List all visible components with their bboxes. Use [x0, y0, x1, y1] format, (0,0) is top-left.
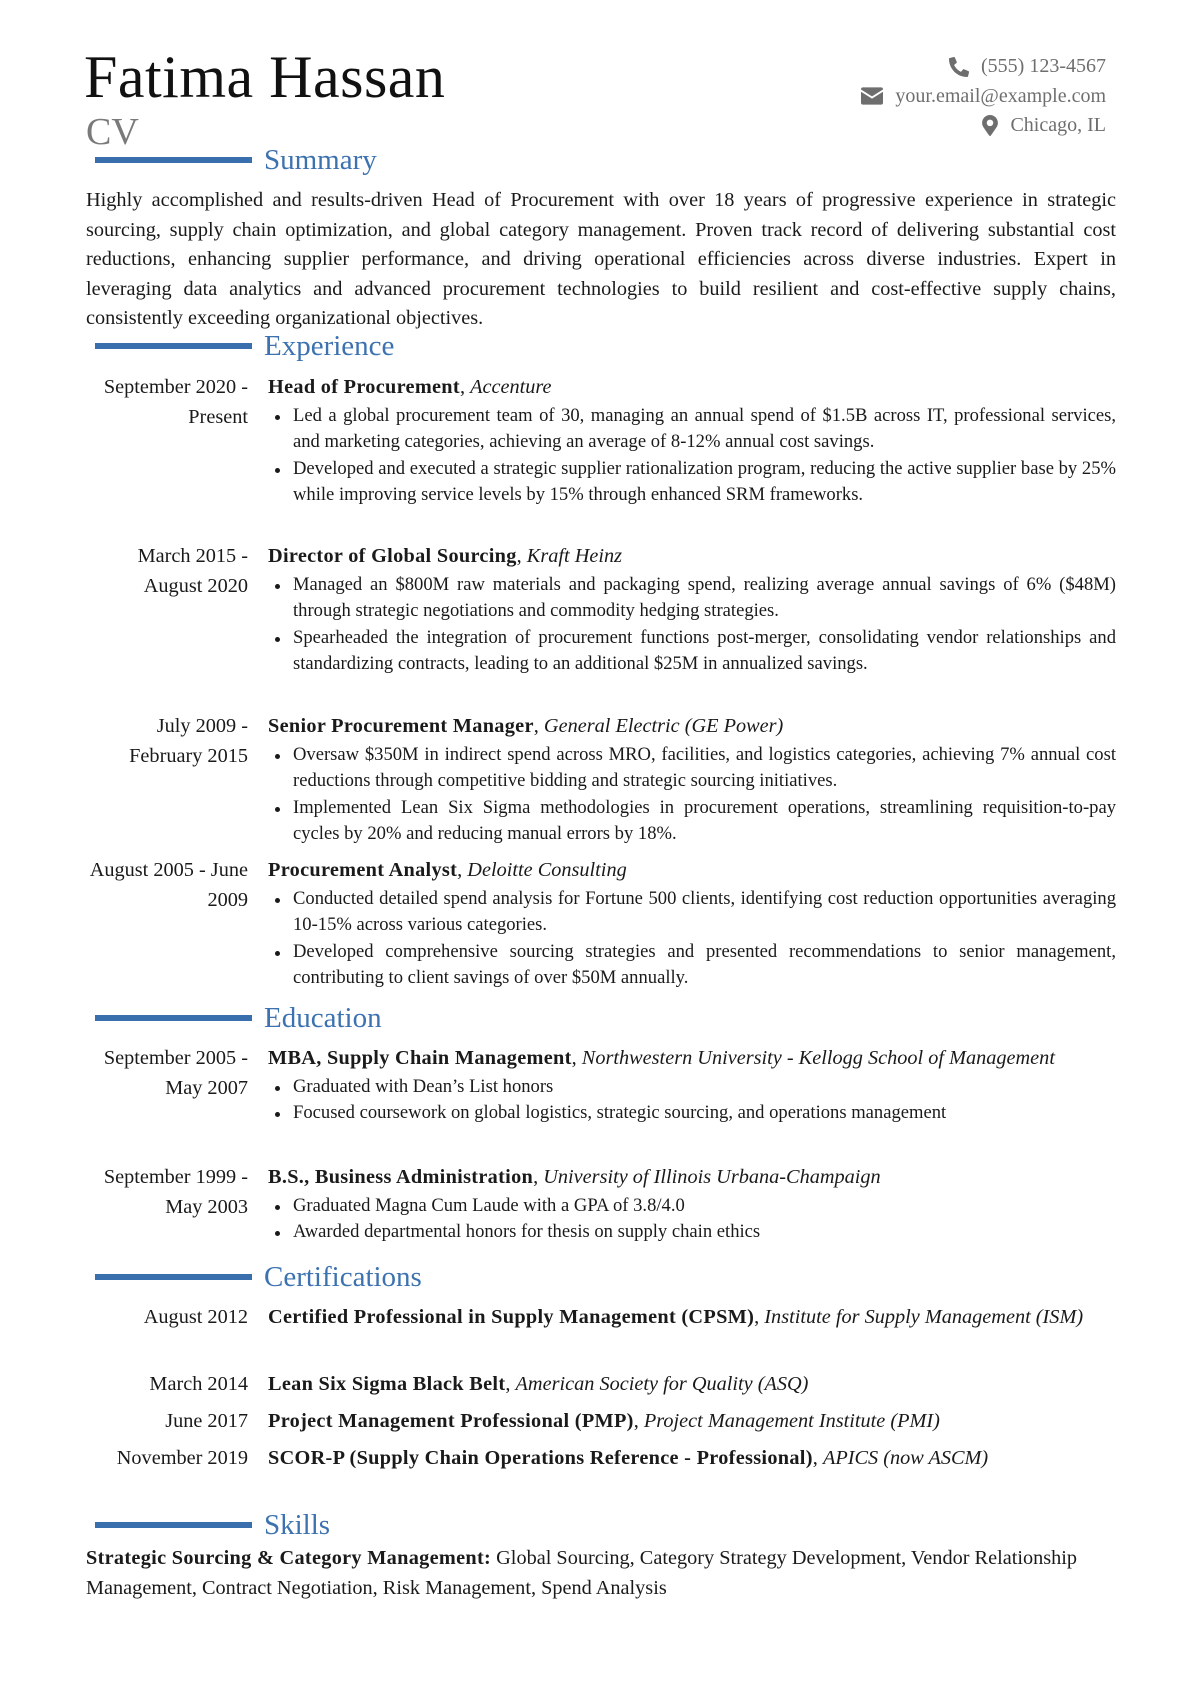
certification-name: Certified Professional in Supply Management (CPSM)	[268, 1306, 755, 1328]
entry-date: September 2020 - Present	[103, 376, 248, 428]
entry-date: August 2012	[143, 1306, 248, 1328]
bullet-item: Graduated with Dean’s List honors	[268, 1074, 1116, 1101]
section-accent-bar	[95, 1522, 252, 1528]
bullet-item: Implemented Lean Six Sigma methodologies in procurement operations, streamlining requisition-to-pay cycles by 20% and reducing manual errors by 18%.	[268, 795, 1116, 848]
certification-name: Project Management Professional (PMP)	[268, 1410, 634, 1432]
section-header-certifications	[95, 1259, 422, 1295]
candidate-name: Fatima Hassan	[84, 44, 446, 110]
bullet-item: Spearheaded the integration of procurement functions post-merger, consolidating vendor relationships and standardizing contracts, leading to an additional $25M in annualized savings.	[268, 625, 1116, 678]
bullet-item: Developed and executed a strategic supplier rationalization program, reducing the active supplier base by 25% while improving service levels by 15% through enhanced SRM frameworks.	[268, 456, 1116, 509]
section-header-skills	[95, 1507, 330, 1543]
bullet-item: Graduated Magna Cum Laude with a GPA of 3.8/4.0	[268, 1193, 1116, 1220]
company: General Electric (GE Power)	[543, 715, 784, 737]
section-title: Summary	[264, 144, 377, 176]
bullet-list	[268, 1193, 1116, 1246]
certification-name: SCOR-P (Supply Chain Operations Reference - Professional)	[268, 1447, 813, 1469]
company: Kraft Heinz	[526, 545, 623, 567]
summary-text: Highly accomplished and results-driven Head of Procurement with over 18 years of progressive experience in strategic sourcing, supply chain optimization, and global category management. Proven track record of delivering substantial cost reductions, enhancing supplier performance, and driving operational efficiencies across diverse industries. Expert in leveraging data analytics and advanced procurement technologies to build resilient and cost-effective supply chains, consistently exceeding organizational objectives.	[86, 189, 1116, 329]
section-accent-bar	[95, 1015, 252, 1021]
bullet-item: Developed comprehensive sourcing strategies and presented recommendations to senior management, contributing to client savings of over $50M annually.	[268, 939, 1116, 992]
bullet-list	[268, 572, 1116, 678]
section-title: Skills	[264, 1509, 331, 1541]
bullet-item: Focused coursework on global logistics, strategic sourcing, and operations management	[268, 1100, 1116, 1127]
entry-date: September 2005 - May 2007	[103, 1047, 248, 1099]
job-title: Procurement Analyst	[268, 859, 458, 881]
entry-date: June 2017	[165, 1410, 248, 1432]
certification-entry: November 2019 SCOR-P (Supply Chain Operations Reference - Professional), APICS (now ASCM)	[86, 1444, 1116, 1474]
bullet-item: Conducted detailed spend analysis for Fortune 500 clients, identifying cost reduction opportunities averaging 10-15% across various categories.	[268, 886, 1116, 939]
section-title: Certifications	[264, 1261, 422, 1293]
contact-email	[861, 82, 1106, 112]
entry-date: March 2014	[149, 1373, 248, 1395]
job-title: Director of Global Sourcing	[268, 545, 517, 567]
skills-group	[86, 1544, 1126, 1603]
section-title: Experience	[264, 330, 395, 362]
contact-location	[861, 111, 1106, 141]
contact-phone	[861, 52, 1106, 82]
job-title: Senior Procurement Manager	[268, 715, 534, 737]
phone-number: (555) 123-4567	[981, 55, 1106, 77]
bullet-list	[268, 886, 1116, 992]
skills-group-items: Global Sourcing, Category Strategy Development, Vendor Relationship Management, Contract Negotiation, Risk Management, Spend Analysis	[86, 1547, 1078, 1599]
phone-icon	[949, 57, 969, 77]
institution: Northwestern University - Kellogg School of Management	[581, 1047, 1055, 1069]
entry-date: November 2019	[116, 1447, 248, 1469]
issuer: American Society for Quality (ASQ)	[515, 1373, 809, 1395]
entry-date: July 2009 - February 2015	[129, 715, 248, 767]
map-marker-icon	[982, 115, 998, 136]
bullet-item: Oversaw $350M in indirect spend across MRO, facilities, and logistics categories, achieving 7% annual cost reductions through competitive bidding and strategic sourcing initiatives.	[268, 742, 1116, 795]
bullet-list	[268, 1074, 1116, 1127]
bullet-item: Awarded departmental honors for thesis on supply chain ethics	[268, 1219, 1116, 1246]
company: Accenture	[470, 376, 552, 398]
experience-entry: September 2020 - Present Head of Procurement, Accenture Led a global procurement team of 30, managing an annual spend of $1.5B across IT, professional services, and marketing categories, achieving an average of 8-12% annual cost savings. Developed and executed a strategic supplier rationalization program, reducing the active supplier base by 25% while improving service levels by 15% through enhanced SRM frameworks.	[86, 373, 1116, 509]
document-subtitle: CV	[86, 111, 139, 153]
section-header-summary	[95, 142, 377, 178]
issuer: APICS (now ASCM)	[822, 1447, 989, 1469]
certification-entry: June 2017 Project Management Professional (PMP), Project Management Institute (PMI)	[86, 1407, 1116, 1437]
entry-date: March 2015 - August 2020	[137, 545, 248, 597]
section-accent-bar	[95, 157, 252, 163]
contact-info	[861, 52, 1106, 141]
issuer: Institute for Supply Management (ISM)	[764, 1306, 1084, 1328]
bullet-item: Led a global procurement team of 30, managing an annual spend of $1.5B across IT, professional services, and marketing categories, achieving an average of 8-12% annual cost savings.	[268, 403, 1116, 456]
section-header-experience	[95, 328, 394, 364]
experience-entry: March 2015 - August 2020 Director of Global Sourcing, Kraft Heinz Managed an $800M raw materials and packaging spend, realizing average annual savings of 6% ($48M) through strategic negotiations and commodity hedging strategies. Spearheaded the integration of procurement functions post-merger, consolidating vendor relationships and standardizing contracts, leading to an additional $25M in annualized savings.	[86, 542, 1116, 678]
job-title: Head of Procurement	[268, 376, 460, 398]
experience-entry: August 2005 - June 2009 Procurement Analyst, Deloitte Consulting Conducted detailed spend analysis for Fortune 500 clients, identifying cost reduction opportunities averaging 10-15% across various categories. Developed comprehensive sourcing strategies and presented recommendations to senior management, contributing to client savings of over $50M annually.	[86, 856, 1116, 992]
degree: B.S., Business Administration	[268, 1166, 534, 1188]
education-entry: September 2005 - May 2007 MBA, Supply Chain Management, Northwestern University - Kellogg School of Management Graduated with Dean’s List honors Focused coursework on global logistics, strategic sourcing, and operations management	[86, 1044, 1116, 1127]
experience-entry: July 2009 - February 2015 Senior Procurement Manager, General Electric (GE Power) Oversaw $350M in indirect spend across MRO, facilities, and logistics categories, achieving 7% annual cost reductions through competitive bidding and strategic sourcing initiatives. Implemented Lean Six Sigma methodologies in procurement operations, streamlining requisition-to-pay cycles by 20% and reducing manual errors by 18%.	[86, 712, 1116, 848]
issuer: Project Management Institute (PMI)	[643, 1410, 940, 1432]
degree: MBA, Supply Chain Management	[268, 1047, 572, 1069]
email-address: your.email@example.com	[895, 84, 1106, 107]
envelope-icon	[861, 87, 883, 105]
bullet-list	[268, 403, 1116, 509]
section-title: Education	[264, 1002, 382, 1034]
section-accent-bar	[95, 1274, 252, 1280]
certification-entry: March 2014 Lean Six Sigma Black Belt, American Society for Quality (ASQ)	[86, 1370, 1116, 1400]
skills-group-label: Strategic Sourcing & Category Management:	[86, 1547, 492, 1569]
location: Chicago, IL	[1010, 114, 1106, 136]
entry-date: September 1999 - May 2003	[103, 1166, 248, 1218]
section-header-education	[95, 1000, 382, 1036]
certification-name: Lean Six Sigma Black Belt	[268, 1373, 506, 1395]
company: Deloitte Consulting	[467, 859, 627, 881]
education-entry: September 1999 - May 2003 B.S., Business Administration, University of Illinois Urbana-Champaign Graduated Magna Cum Laude with a GPA of 3.8/4.0 Awarded departmental honors for thesis on supply chain ethics	[86, 1163, 1116, 1246]
certification-entry: August 2012 Certified Professional in Supply Management (CPSM), Institute for Supply Management (ISM)	[86, 1303, 1116, 1333]
entry-date: August 2005 - June 2009	[89, 859, 248, 911]
bullet-item: Managed an $800M raw materials and packaging spend, realizing average annual savings of 6% ($48M) through strategic negotiations and commodity hedging strategies.	[268, 572, 1116, 625]
bullet-list	[268, 742, 1116, 848]
section-accent-bar	[95, 343, 252, 349]
institution: University of Illinois Urbana-Champaign	[543, 1166, 881, 1188]
